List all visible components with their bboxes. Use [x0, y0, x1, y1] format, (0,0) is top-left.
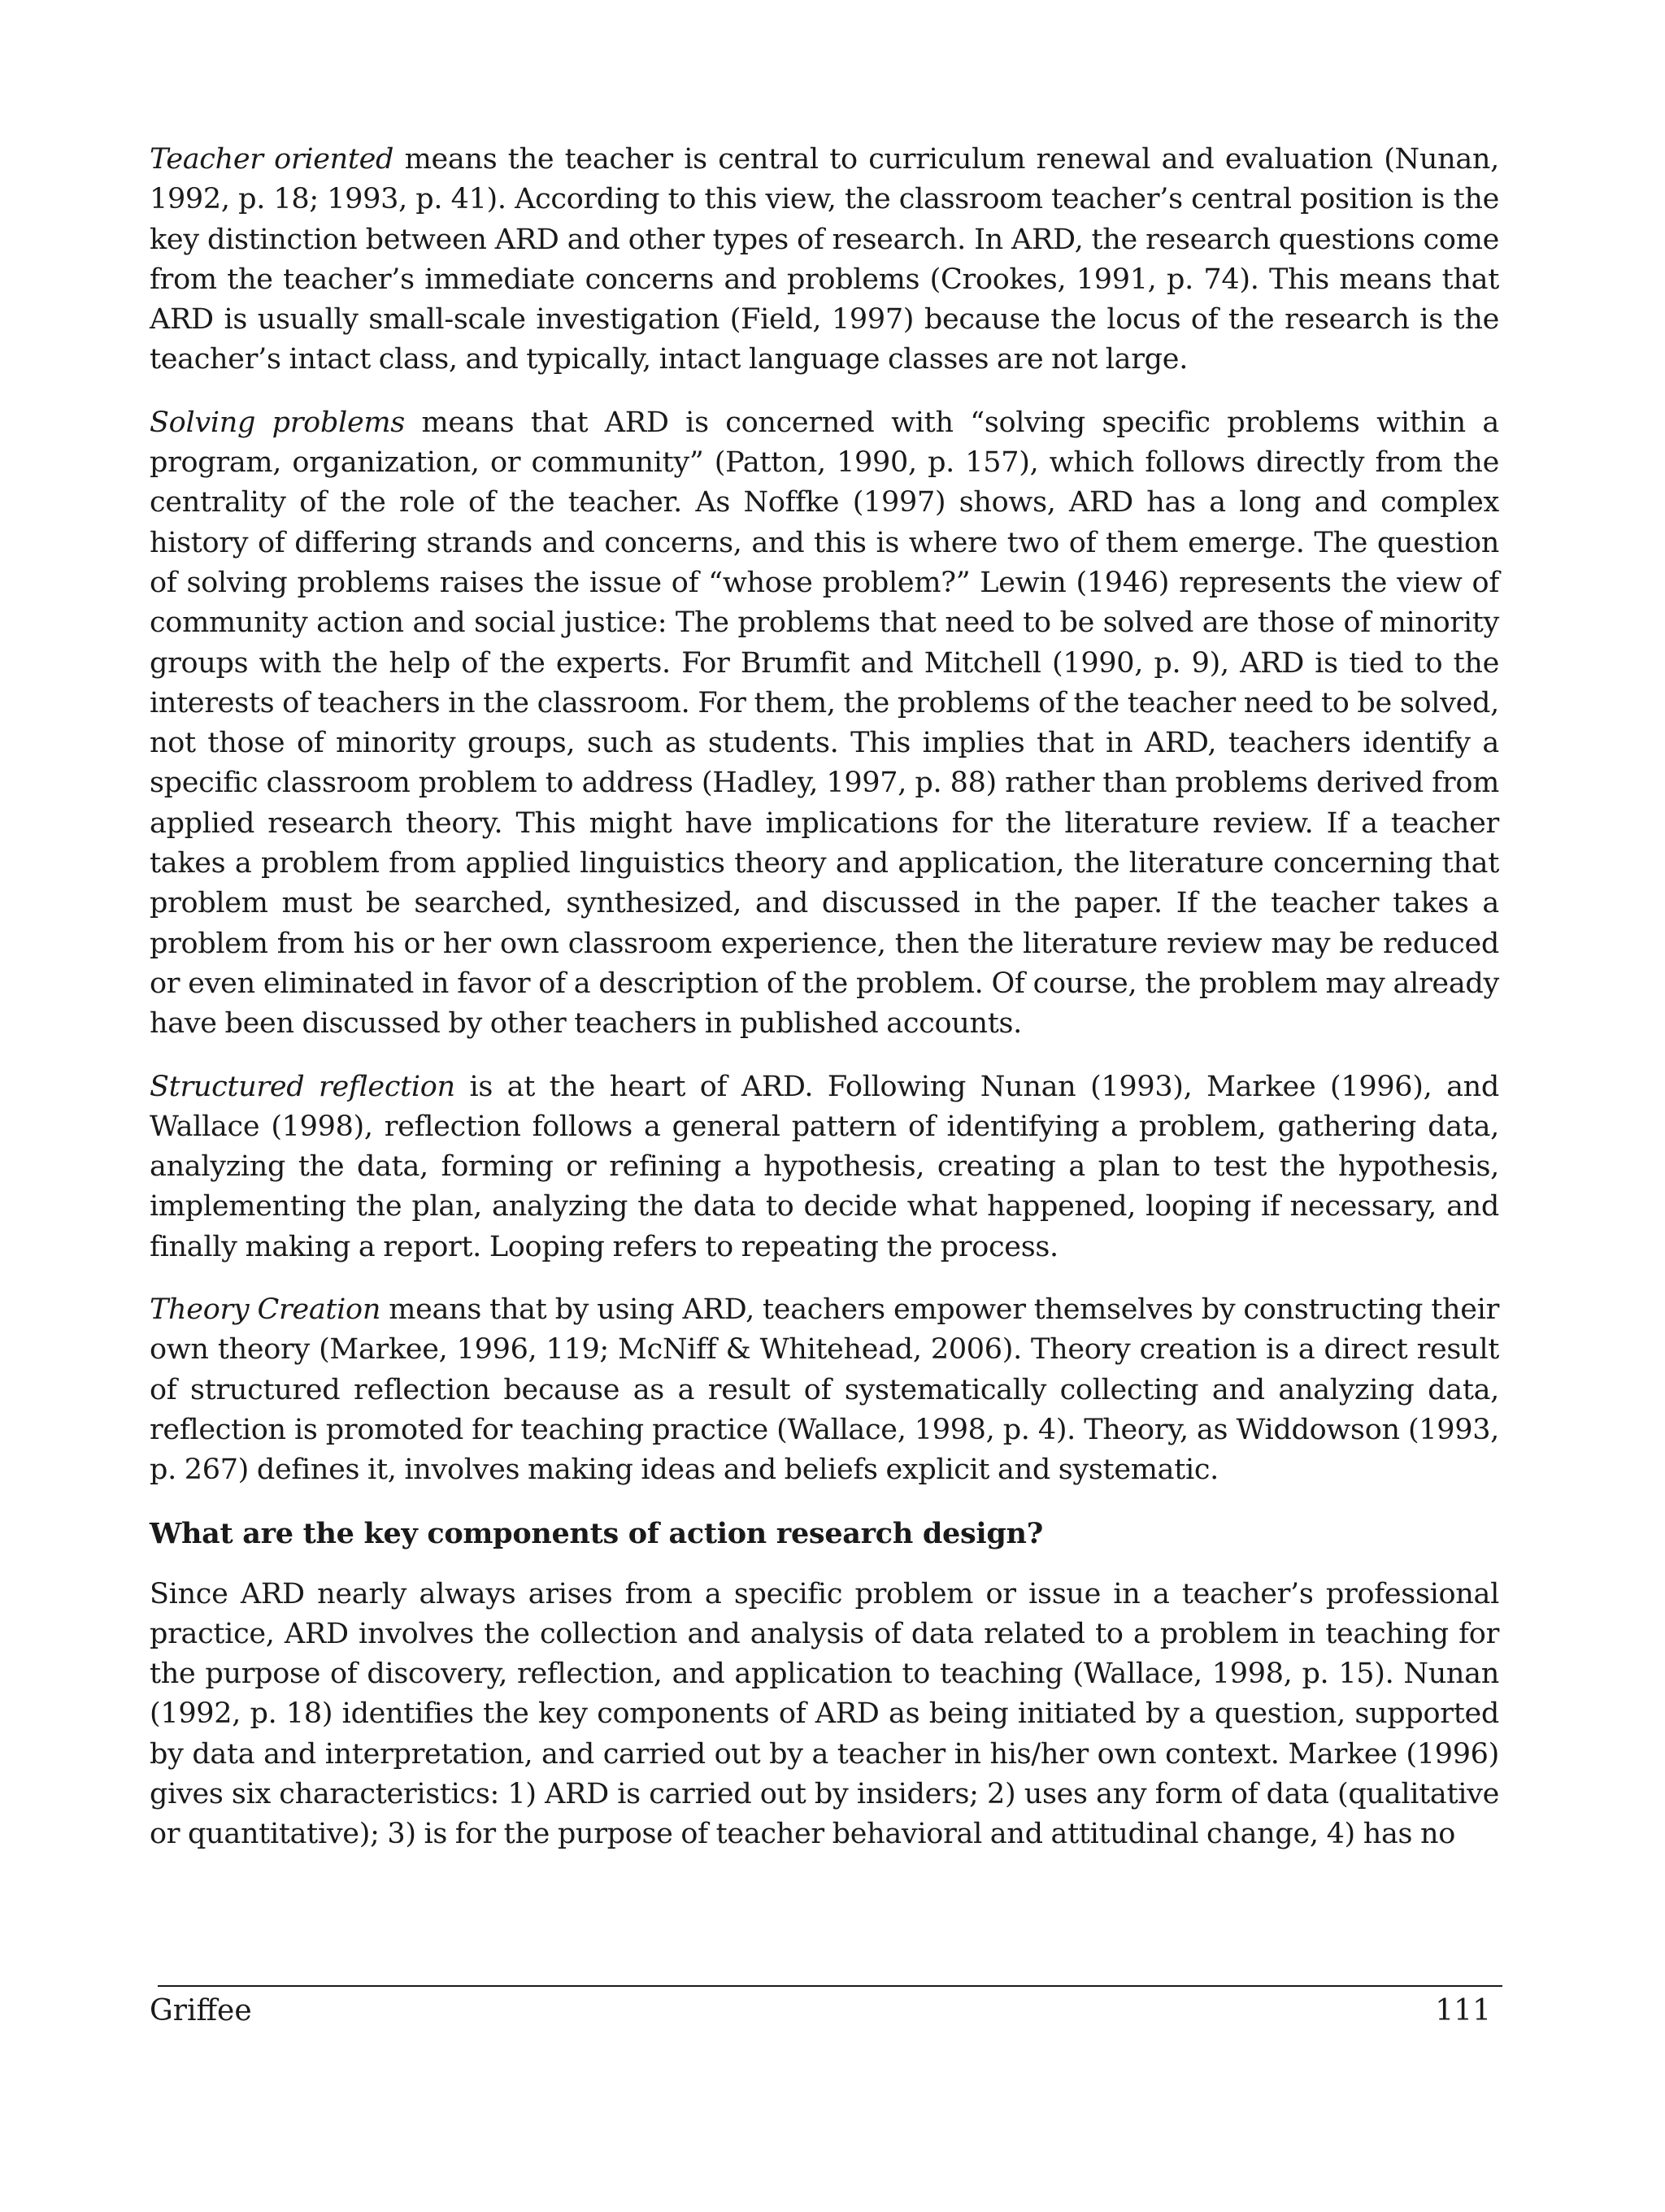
page-number: 111	[1435, 1994, 1491, 2027]
term-teacher-oriented: Teacher oriented	[150, 143, 394, 176]
paragraph-theory-creation	[150, 1290, 1499, 1490]
paragraph-text: means that ARD is concerned with “solving specific problems within a program, organization, or community” (Patton, 1990, p. 157), which follows directly from the centrality of the role of the teacher. As Noffke (1997) shows, ARD has a long and complex history of differing strands and concerns, and this is where two of them emerge. The question of solving problems raises the issue of “whose problem?” Lewin (1946) represents the view of community action and social justice: The problems that need to be solved are those of minority groups with the help of the experts. For Brumfit and Mitchell (1990, p. 9), ARD is tied to the interests of teachers in the classroom. For them, the problems of the teacher need to be solved, not those of minority groups, such as students. This implies that in ARD, teachers identify a specific classroom problem to address (Hadley, 1997, p. 88) rather than problems derived from applied research theory. This might have implications for the literature review. If a teacher takes a problem from applied linguistics theory and application, the literature concerning that problem must be searched, synthesized, and discussed in the paper. If the teacher takes a problem from his or her own classroom experience, then the literature review may be reduced or even eliminated in favor of a description of the problem. Of course, the problem may already have been discussed by other teachers in published accounts.	[150, 406, 1500, 1041]
paragraph-text: is at the heart of ARD. Following Nunan (1993), Markee (1996), and Wallace (1998), reflection follows a general pattern of identifying a problem, gathering data, analyzing the data, forming or refining a hypothesis, creating a plan to test the hypothesis, implementing the plan, analyzing the data to decide what happened, looping if necessary, and finally making a report. Looping refers to repeating the process.	[150, 1070, 1500, 1263]
paragraph-text: means the teacher is central to curriculum renewal and evaluation (Nunan, 1992, p. 18; 1993, p. 41). According to this view, the classroom teacher’s central position is the key distinction between ARD and other types of research. In ARD, the research questions come from the teacher’s immediate concerns and problems (Crookes, 1991, p. 74). This means that ARD is usually small-scale investigation (Field, 1997) because the locus of the research is the teacher’s intact class, and typically, intact language classes are not large.	[150, 143, 1499, 376]
term-theory-creation: Theory Creation	[150, 1293, 381, 1327]
paragraph-text: means that by using ARD, teachers empower themselves by constructing their own theory (Markee, 1996, 119; McNiff & Whitehead, 2006). Theory creation is a direct result of structured reflection because as a result of systematically collecting and analyzing data, reflection is promoted for teaching practice (Wallace, 1998, p. 4). Theory, as Widdowson (1993, p. 267) defines it, involves making ideas and beliefs explicit and systematic.	[150, 1293, 1500, 1487]
section-heading: What are the key components of action research design?	[150, 1516, 1043, 1550]
page-body	[150, 140, 1499, 1878]
paragraph-structured-reflection	[150, 1067, 1499, 1267]
term-structured-reflection: Structured reflection	[150, 1070, 455, 1103]
paragraph-teacher-oriented	[150, 140, 1499, 380]
paragraph-solving-problems	[150, 403, 1499, 1045]
footer-divider	[158, 1985, 1502, 1987]
footer-author: Griffee	[150, 1994, 252, 2027]
term-solving-problems: Solving problems	[150, 406, 405, 439]
paragraph-key-components: Since ARD nearly always arises from a specific problem or issue in a teacher’s professional practice, ARD involves the collection and analysis of data related to a problem in teaching for the purpose of discovery, reflection, and application to teaching (Wallace, 1998, p. 15). Nunan (1992, p. 18) identifies the key components of ARD as being initiated by a question, supported by data and interpretation, and carried out by a teacher in his/her own context. Markee (1996) gives six characteristics: 1) ARD is carried out by insiders; 2) uses any form of data (qualitative or quantitative); 3) is for the purpose of teacher behavioral and attitudinal change, 4) has no	[150, 1577, 1499, 1851]
